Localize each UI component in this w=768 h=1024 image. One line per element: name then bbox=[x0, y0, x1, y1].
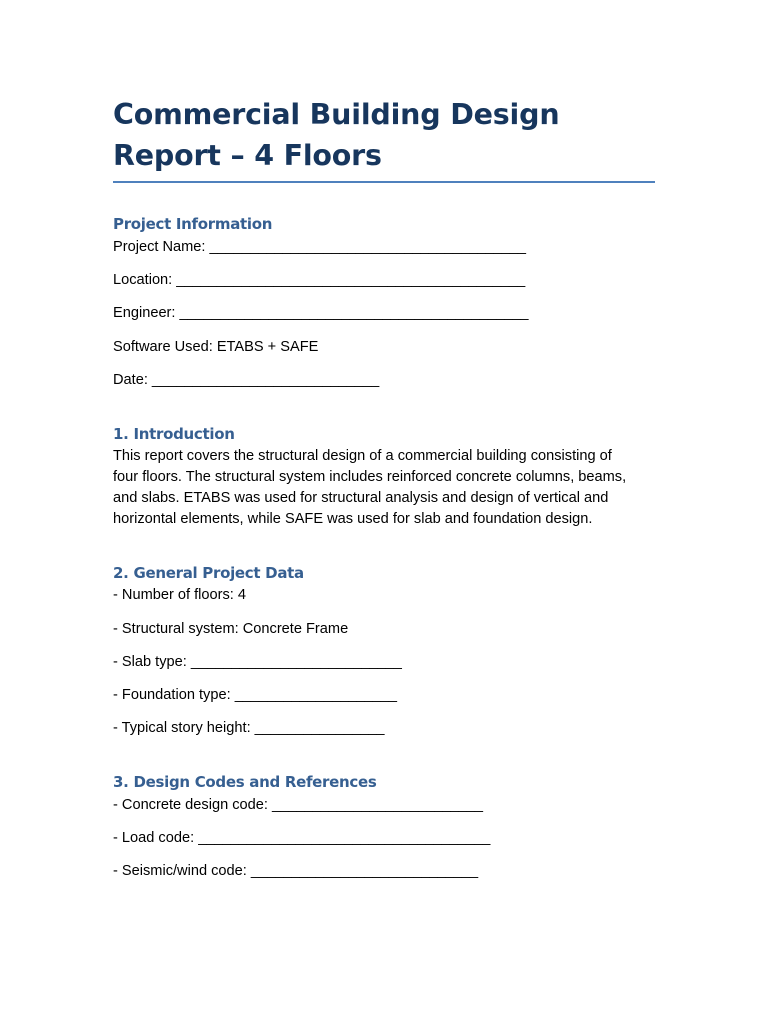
list-item-number-of-floors: - Number of floors: 4 bbox=[113, 587, 247, 603]
list-item-load-code: - Load code: ____________________________________ bbox=[113, 830, 491, 846]
field-software-used: Software Used: ETABS + SAFE bbox=[113, 339, 319, 355]
introduction-paragraph bbox=[113, 446, 655, 530]
introduction-line: and slabs. ETABS was used for structural analysis and design of vertical and bbox=[113, 490, 609, 506]
title-underline bbox=[113, 181, 655, 183]
list-item-concrete-design-code: - Concrete design code: __________________________ bbox=[113, 797, 484, 813]
field-project-name: Project Name: _______________________________________ bbox=[113, 239, 527, 255]
list-item-slab-type: - Slab type: __________________________ bbox=[113, 654, 402, 670]
list-item-structural-system: - Structural system: Concrete Frame bbox=[113, 621, 349, 637]
introduction-line: four floors. The structural system includes reinforced concrete columns, beams, bbox=[113, 469, 627, 485]
list-item-seismic-wind-code: - Seismic/wind code: ____________________________ bbox=[113, 863, 479, 879]
field-date: Date: ____________________________ bbox=[113, 372, 380, 388]
document-page bbox=[113, 94, 655, 881]
field-engineer: Engineer: ___________________________________________ bbox=[113, 305, 529, 321]
field-location: Location: ___________________________________________ bbox=[113, 272, 526, 288]
introduction-line: This report covers the structural design of a commercial building consisting of bbox=[113, 448, 612, 464]
list-item-foundation-type: - Foundation type: ____________________ bbox=[113, 687, 398, 703]
list-item-typical-story-height: - Typical story height: ________________ bbox=[113, 720, 385, 736]
document-title: Commercial Building Design Report – 4 Floors bbox=[113, 98, 560, 172]
section-heading-design-codes: 3. Design Codes and References bbox=[113, 773, 377, 791]
section-heading-general-project-data: 2. General Project Data bbox=[113, 564, 304, 582]
section-heading-project-information: Project Information bbox=[113, 215, 273, 233]
section-heading-introduction: 1. Introduction bbox=[113, 425, 235, 443]
introduction-line: horizontal elements, while SAFE was used for slab and foundation design. bbox=[113, 511, 593, 527]
